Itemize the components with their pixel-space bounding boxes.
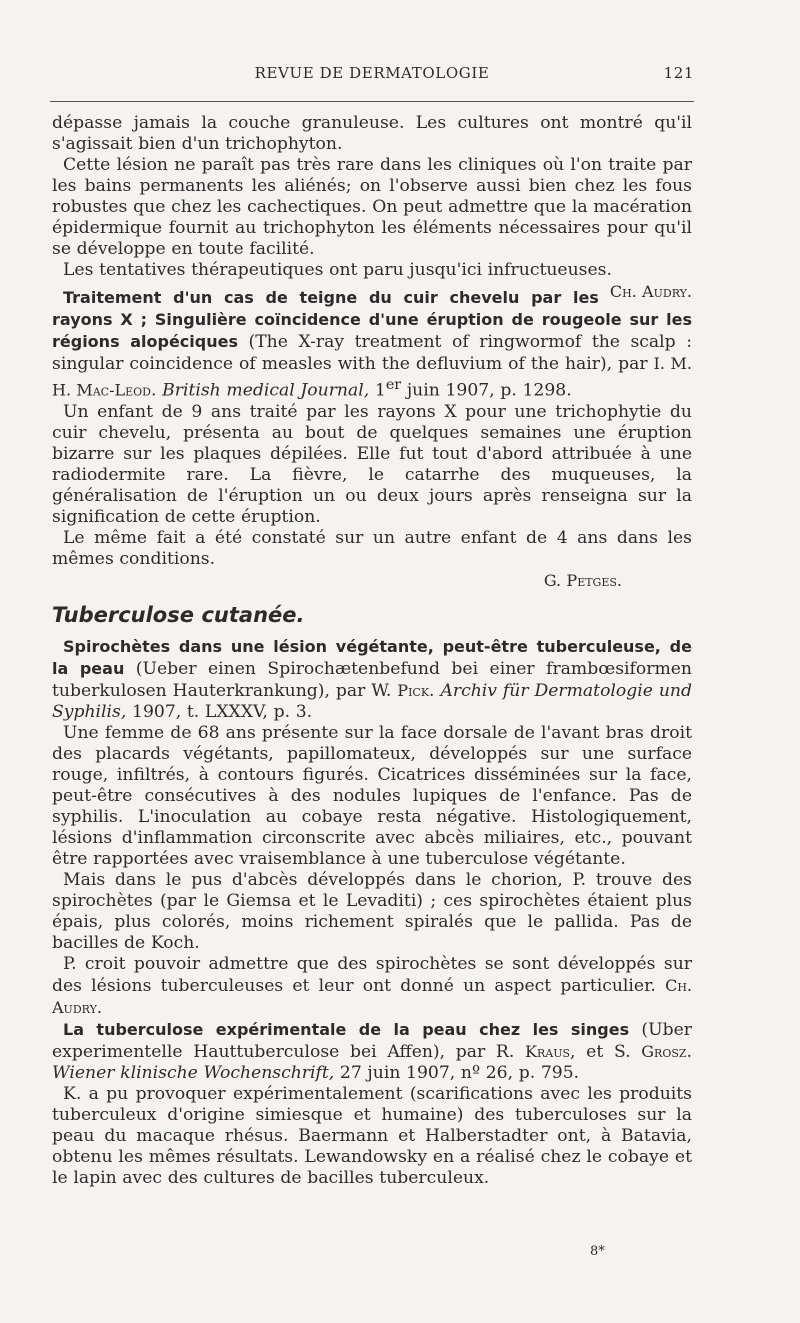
article-reference: .	[429, 680, 441, 701]
article-date: juin 1907, p. 1298.	[401, 380, 572, 401]
article-header	[52, 636, 692, 723]
article-author: Kraus	[525, 1041, 571, 1061]
paragraph: Le même fait a été constaté sur un autre enfant de 4 ans dans les mêmes conditions.	[52, 527, 692, 569]
section-heading: Tuberculose cutanée.	[52, 602, 305, 627]
paragraph-with-signature	[52, 260, 692, 301]
paragraph-text: P. croit pouvoir admettre que des spirochètes se sont développés sur des lésions tuberculeuses et leur ont donné un aspect particulier.	[52, 953, 692, 996]
article-reference: .	[150, 380, 163, 401]
journal-name: Archiv für Dermatologie und Syphilis,	[52, 680, 692, 722]
page-number: 121	[663, 64, 694, 82]
article-reference: 27 juin 1907, nº 26, p. 795.	[334, 1062, 580, 1083]
continued-paragraph: dépasse jamais la couche granuleuse. Les cultures ont montré qu'il s'agissait bien d'un trichophyton.	[52, 113, 692, 154]
article-date-sup: er	[385, 377, 402, 393]
paragraph-text: Les tentatives thérapeutiques ont paru jusqu'ici infructueuses.	[63, 260, 612, 280]
article-reference: , et S.	[570, 1041, 642, 1062]
author-signature: Ch. Audry.	[609, 282, 692, 301]
paragraph: Un enfant de 9 ans traité par les rayons X pour une trichophytie du cuir chevelu, présenta au bout de quelques semaines une éruption bizarre sur les plaques dépilées. Elle fut tout d'abord attribuée à une radiodermite rare. La fièvre, le catarrhe des muqueuses, la généralisation de l'éruption un ou deux jours après renseigna sur la signification de cette éruption.	[52, 401, 692, 527]
article-header	[52, 1019, 692, 1084]
signature-mark: 8*	[590, 1244, 605, 1259]
author-signature: Ch. Audry.	[52, 975, 692, 1017]
article-author: I. M. H. Mac-Leod	[52, 354, 692, 400]
article-title: La tuberculose expérimentale de la peau chez les singes	[63, 1019, 630, 1039]
article-reference: (Ueber einen Spirochætenbefund bei einer frambœsiformen tuberkulosen Hauterkrankung), par W.	[52, 658, 693, 701]
article-author: Grosz	[641, 1041, 687, 1061]
paragraph: K. a pu provoquer expérimentalement (scarifications avec les produits tuberculeux d'origine simiesque et humaine) des tuberculoses sur la peau du macaque rhésus. Baermann et Halberstadter ont, à Batavia, obtenu les mêmes résultats. Lewandowsky en a réalisé chez le cobaye et le lapin avec des cultures de bacilles tuberculeux.	[52, 1083, 692, 1188]
header-rule	[50, 101, 694, 102]
paragraph: Une femme de 68 ans présente sur la face dorsale de l'avant bras droit des placards végétants, papillomateux, développés sur une surface rouge, infiltrés, à contours figurés. Cicatrices disséminées sur la face, peut-être consécutives à des nodules lupiques de l'enfance. Pas de syphilis. L'inoculation au cobaye resta négative. Histologiquement, lésions d'inflammation circonscrite avec abcès miliaires, etc., pouvant être rapportées avec vraisemblance à une tuberculose végétante.	[52, 722, 692, 869]
running-head	[50, 64, 694, 88]
article-author: Pick	[397, 680, 430, 700]
paragraph: Mais dans le pus d'abcès développés dans le chorion, P. trouve des spirochètes (par le Giemsa et le Levaditi) ; ces spirochètes étaient plus épais, plus colorés, moins richement spiralés que le pallida. Pas de bacilles de Koch.	[52, 869, 692, 953]
paragraph: Cette lésion ne paraît pas très rare dans les cliniques où l'on traite par les bains permanents les aliénés; on l'observe aussi bien chez les fous robustes que chez les cachectiques. On peut admettre que la macération épidermique fournit au trichophyton les éléments nécessaires pour qu'il se développe en toute facilité.	[52, 155, 692, 259]
journal-name: British medical Journal,	[162, 380, 370, 401]
article-reference: .	[686, 1041, 692, 1062]
author-signature: G. Petges.	[543, 570, 622, 590]
article-date: 1	[369, 380, 386, 401]
article-reference: (The X-ray treatment of ringwormof the scalp : singular coincidence of measles with the defluvium of the hair), par	[52, 332, 692, 374]
paragraph-with-signature	[52, 954, 692, 1019]
journal-name: Wiener klinische Wochenschrift,	[52, 1062, 335, 1083]
article-reference: 1907, t. LXXXV, p. 3.	[126, 701, 313, 722]
author-signature-line	[52, 570, 692, 592]
page-body	[52, 113, 692, 1189]
article-header	[52, 287, 692, 402]
journal-title: REVUE DE DERMATOLOGIE	[254, 64, 490, 82]
article-title: Traitement d'un cas de teigne du cuir chevelu par les rayons X ; Singulière coïncidence d'une éruption de rougeole sur les régions alopéciques	[52, 288, 692, 351]
article-reference: (Uber experimentelle Hauttuberculose bei Affen), par R.	[52, 1019, 692, 1062]
article-title: Spirochètes dans une lésion végétante, peut-être tuberculeuse, de la peau	[52, 636, 692, 678]
